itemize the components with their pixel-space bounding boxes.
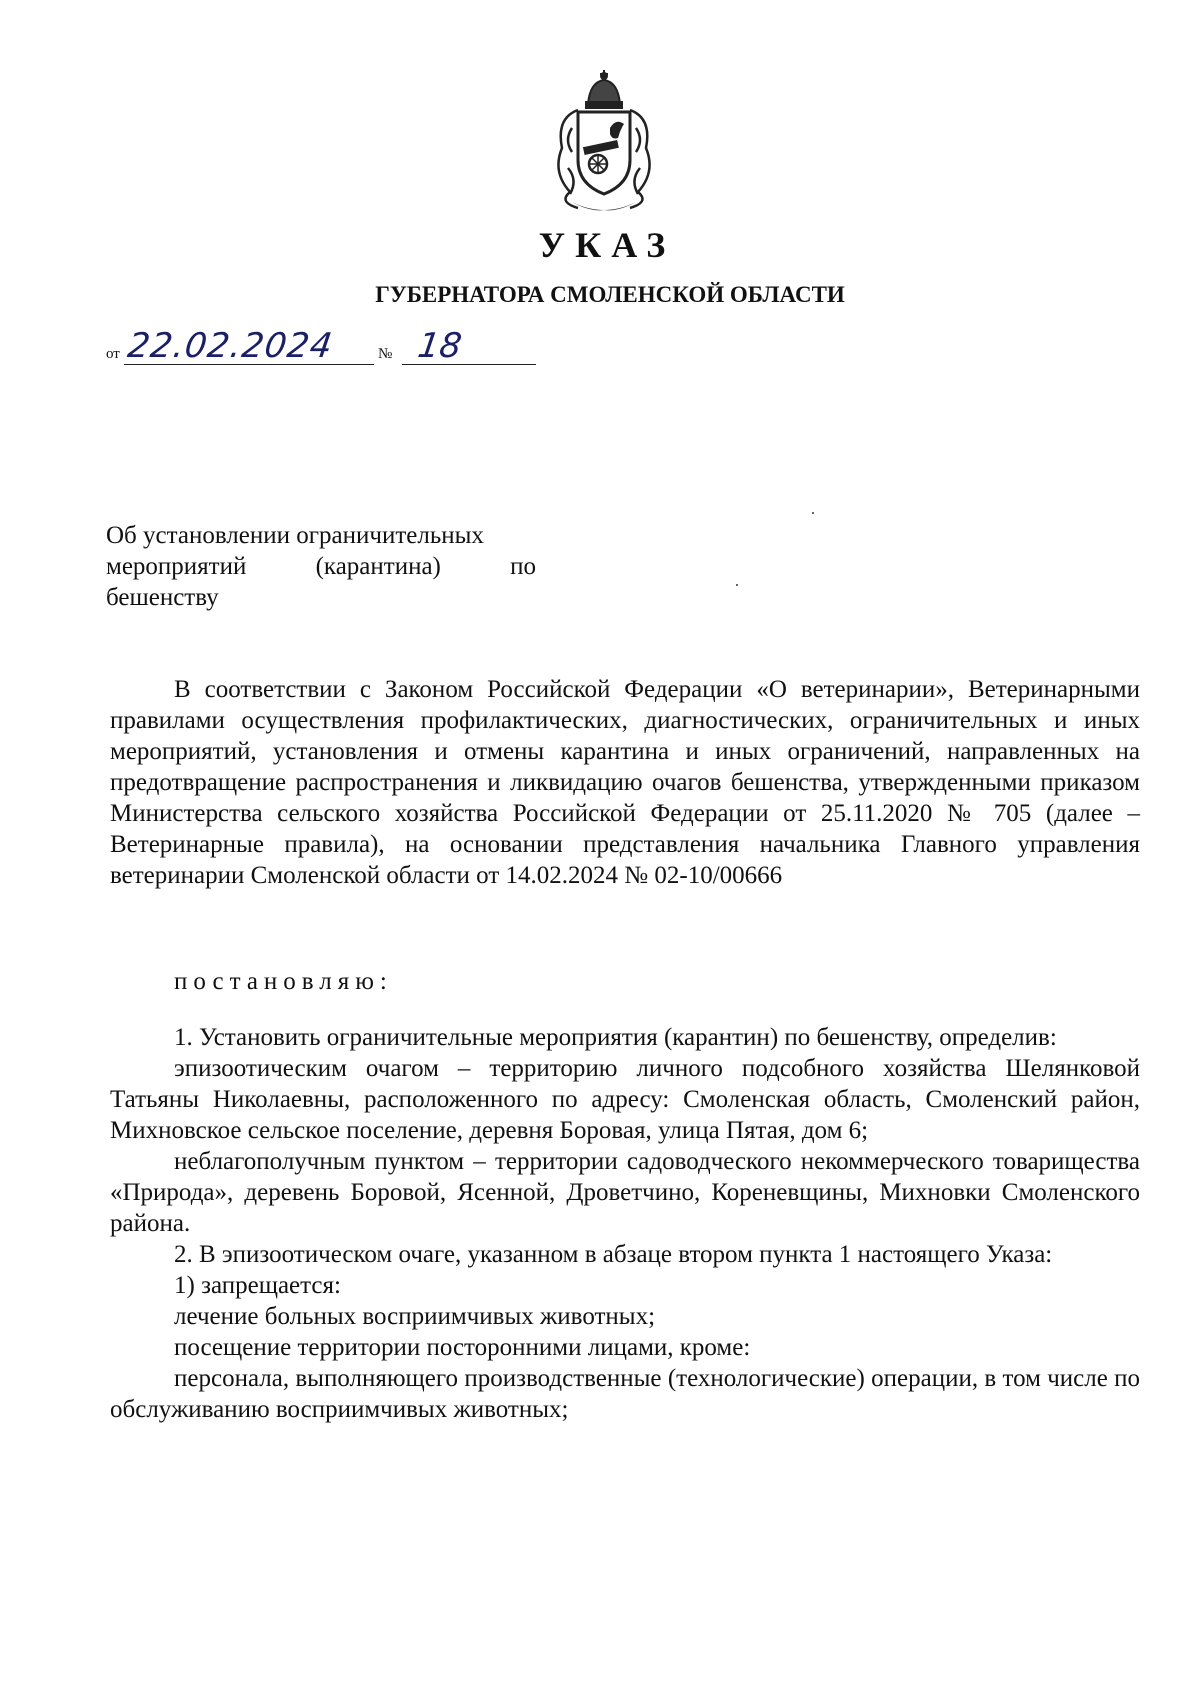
preamble-block bbox=[110, 674, 1140, 891]
list-item: неблагополучным пунктом – территории садоводческого некоммерческого товарищества «Природа», деревень Боровой, Ясенной, Дроветчино, Кореневщины, Михновки Смоленского района. bbox=[110, 1148, 1140, 1237]
date-label: от bbox=[106, 346, 120, 362]
list-item: эпизоотическим очагом – территорию личного подсобного хозяйства Шелянковой Татьяны Николаевны, расположенного по адресу: Смоленская область, Смоленский район, Михновское сельское поселение, деревня Боровая, улица Пятая, дом 6; bbox=[110, 1055, 1140, 1144]
handwritten-number: 18 bbox=[415, 326, 465, 366]
scan-speck bbox=[812, 512, 814, 514]
subject-line: бешенству bbox=[106, 584, 219, 611]
issuer-subtitle: ГУБЕРНАТОРА СМОЛЕНСКОЙ ОБЛАСТИ bbox=[375, 282, 845, 307]
decree-items bbox=[110, 1022, 1140, 1425]
handwritten-date: 22.02.2024 bbox=[125, 326, 336, 366]
list-item: 1. Установить ограничительные мероприятия (карантин) по бешенству, определив: bbox=[174, 1024, 1057, 1051]
list-item: посещение территории посторонними лицами, кроме: bbox=[174, 1334, 751, 1361]
preamble-paragraph: В соответствии с Законом Российской Федерации «О ветеринарии», Ветеринарными правилами осуществления профилактических, диагностических, ограничительных и иных мероприятий, установления и отмены карантина и иных ограничений, направленных на предотвращение распространения и ликвидацию очагов бешенства, утвержденными приказом Министерства сельского хозяйства Российской Федерации от 25.11.2020 № 705 (далее – Ветеринарные правила), на основании представления начальника Главного управления ветеринарии Смоленской области от 14.02.2024 № 02-10/00666 bbox=[110, 676, 1140, 889]
subject-line: Об установлении ограничительных bbox=[106, 522, 484, 549]
document-title: УКАЗ bbox=[538, 225, 676, 265]
list-item: 2. В эпизоотическом очаге, указанном в абзаце втором пункта 1 настоящего Указа: bbox=[174, 1241, 1053, 1268]
decree-word: постановляю: bbox=[174, 968, 393, 995]
list-item: 1) запрещается: bbox=[174, 1272, 341, 1299]
date-number-line bbox=[106, 326, 546, 366]
document-subject bbox=[106, 520, 536, 613]
coat-of-arms-emblem bbox=[548, 68, 660, 216]
number-label: № bbox=[378, 346, 393, 362]
subject-line: мероприятий (карантина) по bbox=[106, 553, 536, 580]
list-item: лечение больных восприимчивых животных; bbox=[174, 1303, 656, 1330]
scan-speck bbox=[736, 584, 738, 586]
list-item: персонала, выполняющего производственные (технологические) операции, в том числе по обслуживанию восприимчивых животных; bbox=[110, 1365, 1140, 1423]
